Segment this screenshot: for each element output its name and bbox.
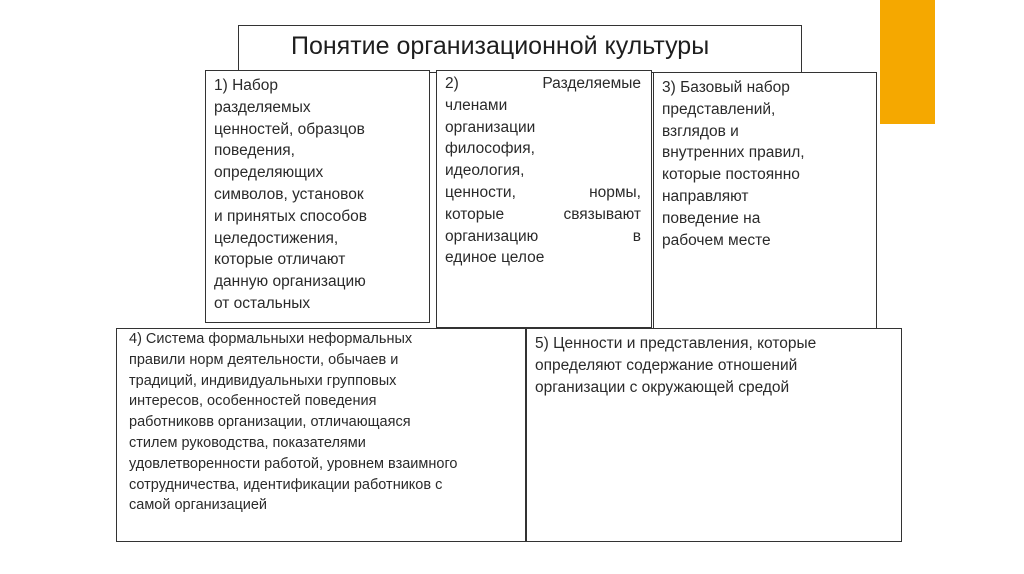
box5-line: организации с окружающей средой xyxy=(535,378,790,396)
box1-line: определяющих xyxy=(214,164,324,182)
definition-box-2 xyxy=(436,70,652,328)
box1-line: целедостижения, xyxy=(214,229,339,247)
definition-box-1 xyxy=(205,70,430,323)
box3-line: которые постоянно xyxy=(662,166,800,184)
box4-line: самой организацией xyxy=(129,497,268,514)
title-box xyxy=(238,25,802,73)
box1-line: ценностей, образцов xyxy=(214,120,365,138)
box2-line: организацию в xyxy=(445,227,641,245)
accent-bar xyxy=(880,0,935,124)
box1-line: данную организацию xyxy=(214,273,366,291)
box1-line: и принятых способов xyxy=(214,207,367,225)
box4-line: 4) Система формальныхи неформальных xyxy=(129,331,413,347)
definition-box-5 xyxy=(526,328,902,542)
box3-line: направляют xyxy=(662,187,749,205)
box4-line: интересов, особенностей поведения xyxy=(129,393,377,410)
box3-line: внутренних правил, xyxy=(662,144,805,162)
box1-line: от остальных xyxy=(214,294,311,312)
box4-line: удовлетворенности работой, уровнем взаимного xyxy=(129,455,458,472)
box3-line: взглядов и xyxy=(662,122,739,140)
box1-line: разделяемых xyxy=(214,98,311,116)
box2-line: которые связывают xyxy=(445,205,641,223)
definition-1-text xyxy=(214,75,424,315)
box1-line: поведения, xyxy=(214,142,295,160)
box1-line: которые отличают xyxy=(214,251,346,269)
box5-line: определяют содержание отношений xyxy=(535,356,798,374)
box2-line: единое целое xyxy=(445,249,545,267)
box4-line: стилем руководства, показателями xyxy=(129,434,366,451)
definition-box-3 xyxy=(653,72,877,330)
box2-line: ценности, нормы, xyxy=(445,183,641,201)
box2-line: организации xyxy=(445,118,536,136)
slide-title: Понятие организационной культуры xyxy=(291,32,710,60)
definition-3-text xyxy=(662,77,872,251)
box3-line: представлений, xyxy=(662,100,776,118)
definition-5-text xyxy=(535,333,895,398)
definition-4-text xyxy=(129,329,524,516)
box1-line: символов, установок xyxy=(214,185,364,203)
box4-line: традиций, индивидуальныхи групповых xyxy=(129,372,397,389)
box2-line: идеология, xyxy=(445,162,525,180)
box5-line: 5) Ценности и представления, которые xyxy=(535,335,817,352)
box4-line: работниковв организации, отличающаяся xyxy=(129,414,411,431)
box4-line: правили норм деятельности, обычаев и xyxy=(129,351,399,368)
box2-line: членами xyxy=(445,96,508,114)
box3-line: поведение на xyxy=(662,209,761,227)
definition-2-text xyxy=(445,73,641,269)
box3-line: рабочем месте xyxy=(662,231,771,249)
box4-line: сотрудничества, идентификации работников с xyxy=(129,476,443,493)
box1-line: 1) Набор xyxy=(214,77,279,94)
box2-line: философия, xyxy=(445,140,535,158)
box3-line: 3) Базовый набор xyxy=(662,79,790,96)
box2-line: 2) Разделяемые xyxy=(445,75,641,92)
definition-box-4 xyxy=(116,328,526,542)
